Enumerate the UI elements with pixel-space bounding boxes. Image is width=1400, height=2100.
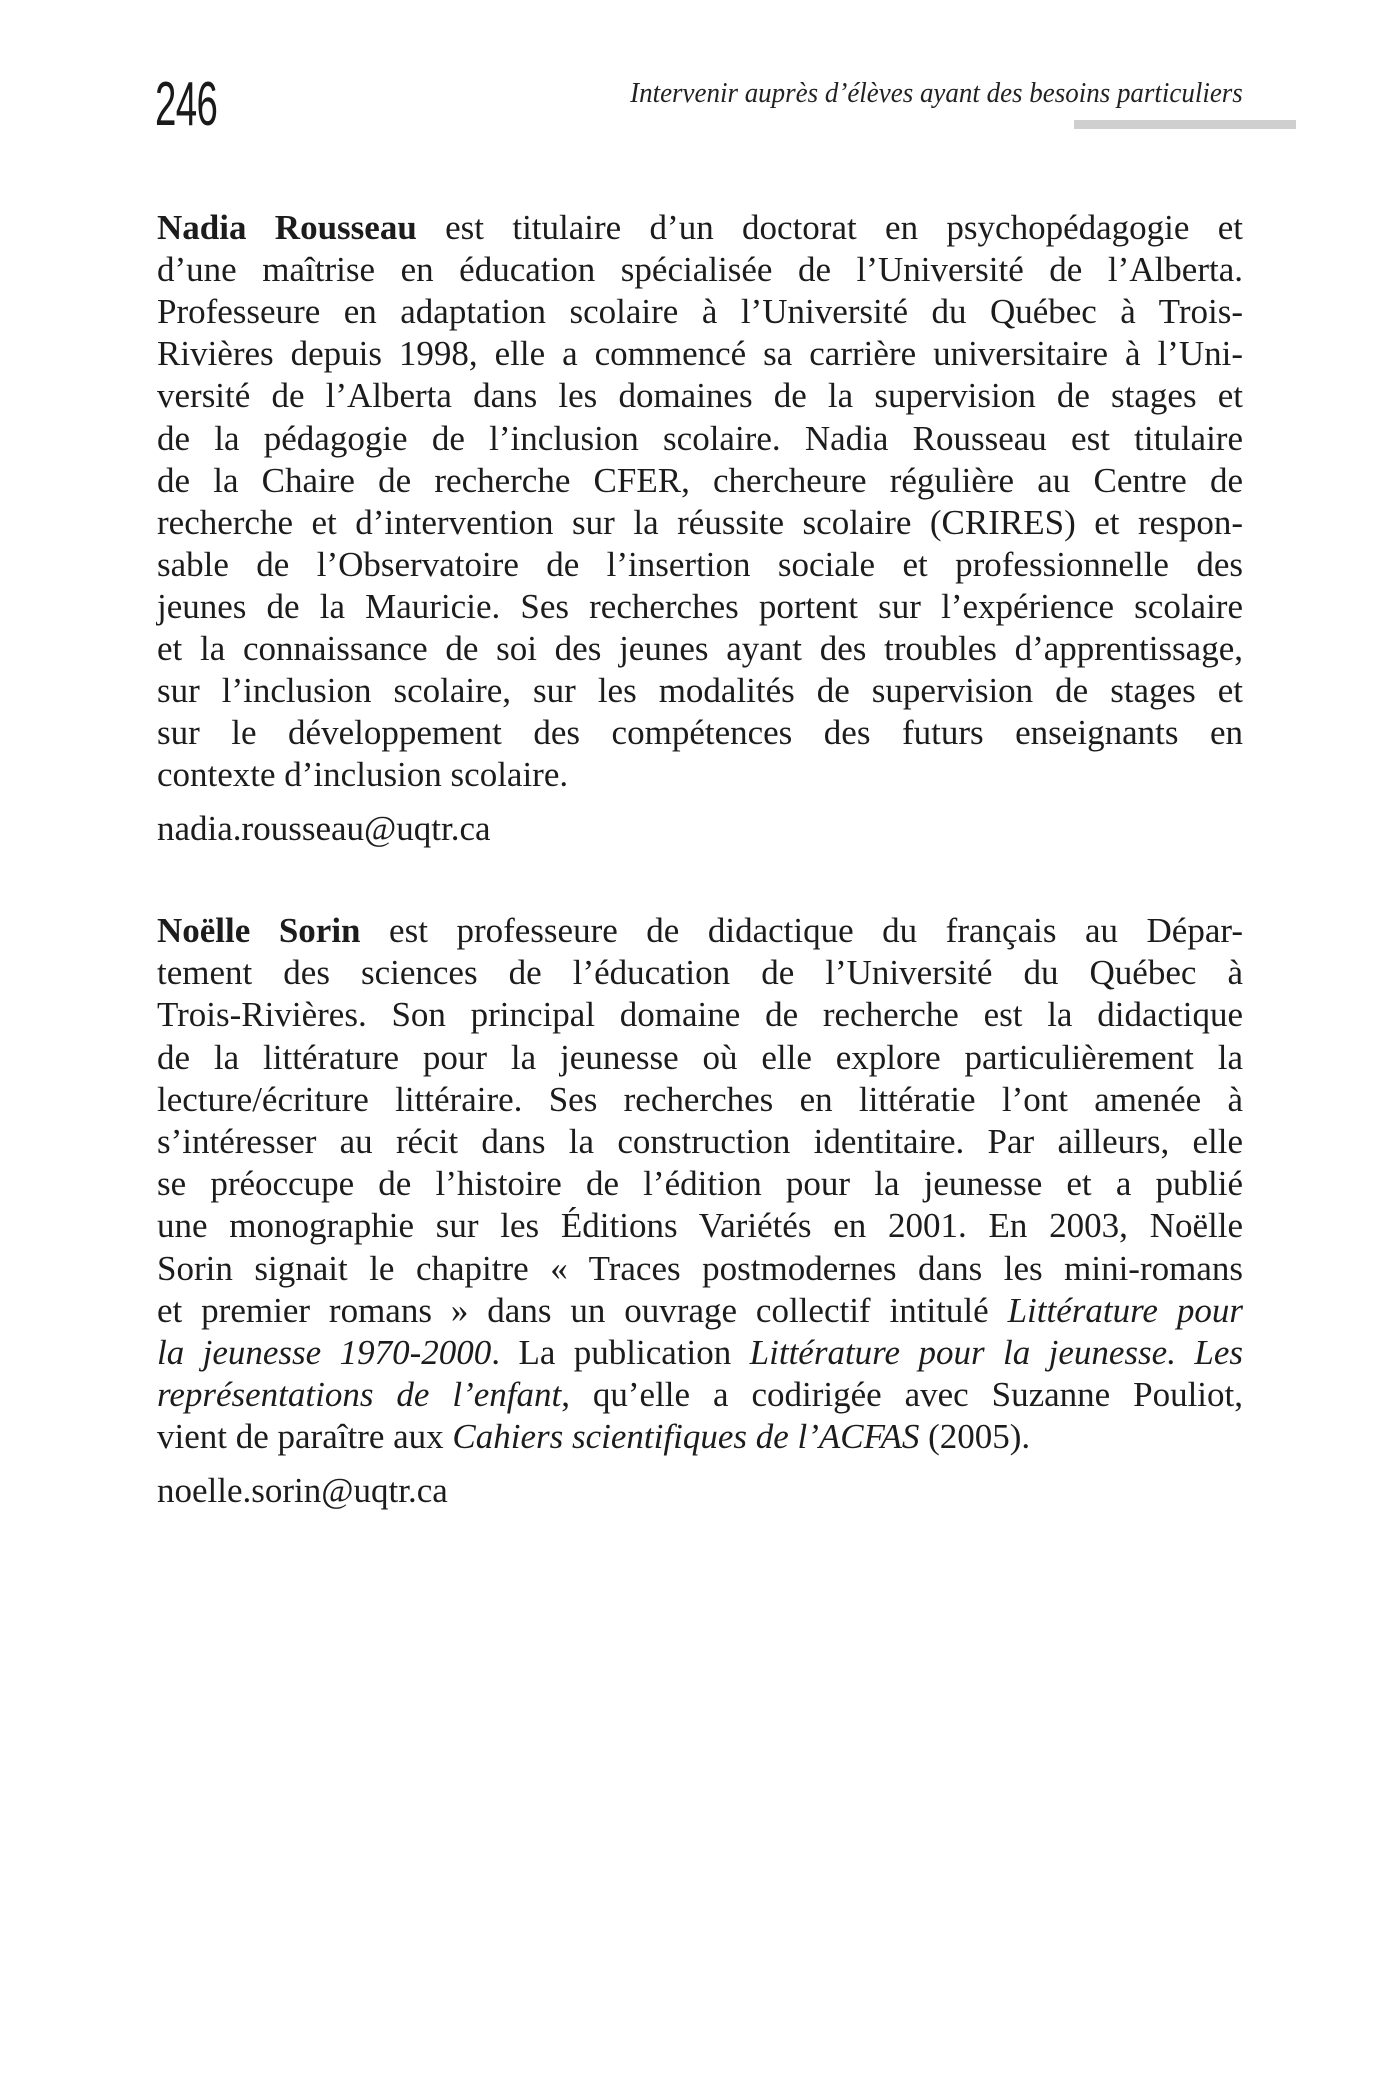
bio-line: représentations de l’enfant, qu’elle a codirigée avec Suzanne Pouliot, xyxy=(157,1375,1243,1414)
header-rule xyxy=(1074,120,1296,129)
bio-line: Sorin signait le chapitre « Traces postmodernes dans les mini-romans xyxy=(157,1249,1243,1288)
book-title: la jeunesse 1970-2000 xyxy=(157,1333,492,1372)
author-name: Noëlle Sorin xyxy=(157,911,361,950)
bio-line: sable de l’Observatoire de l’insertion sociale et professionnelle des xyxy=(157,545,1243,584)
bio-line: de la littérature pour la jeunesse où elle explore particulièrement la xyxy=(157,1038,1243,1077)
bio-line: tement des sciences de l’éducation de l’Université du Québec à xyxy=(157,953,1243,992)
bio-line: recherche et d’intervention sur la réussite scolaire (CRIRES) et respon- xyxy=(157,503,1243,542)
bio-line: de la pédagogie de l’inclusion scolaire. Nadia Rousseau est titulaire xyxy=(157,419,1243,458)
bio-line: contexte d’inclusion scolaire. xyxy=(157,755,569,794)
bio-line: de la Chaire de recherche CFER, chercheure régulière au Centre de xyxy=(157,461,1243,500)
page-number: 246 xyxy=(155,70,218,139)
bio-line: Trois-Rivières. Son principal domaine de recherche est la didactique xyxy=(157,995,1243,1034)
bio-line: et la connaissance de soi des jeunes ayant des troubles d’apprentissage, xyxy=(157,629,1243,668)
bio-line: Professeure en adaptation scolaire à l’Université du Québec à Trois- xyxy=(157,292,1243,331)
bio-line: jeunes de la Mauricie. Ses recherches portent sur l’expérience scolaire xyxy=(157,587,1243,626)
bio-line: vient de paraître aux Cahiers scientifiques de l’ACFAS (2005). xyxy=(157,1417,1031,1456)
bio-line: s’intéresser au récit dans la construction identitaire. Par ailleurs, elle xyxy=(157,1122,1243,1161)
book-title: représentations de l’enfant xyxy=(157,1375,562,1414)
author-email[interactable]: nadia.rousseau@uqtr.ca xyxy=(157,809,491,848)
bio-line: une monographie sur les Éditions Variétés en 2001. En 2003, Noëlle xyxy=(157,1206,1243,1245)
running-title: Intervenir auprès d’élèves ayant des besoins particuliers xyxy=(630,77,1243,109)
bio-line: versité de l’Alberta dans les domaines de la supervision de stages et xyxy=(157,376,1243,415)
bio-line: se préoccupe de l’histoire de l’édition pour la jeunesse et a publié xyxy=(157,1164,1243,1203)
bio-line: sur le développement des compétences des futurs enseignants en xyxy=(157,713,1243,752)
bio-line: la jeunesse 1970-2000. La publication Littérature pour la jeunesse. Les xyxy=(157,1333,1243,1372)
book-title: Littérature pour xyxy=(1007,1291,1244,1330)
bio-line: et premier romans » dans un ouvrage collectif intitulé Littérature pour xyxy=(157,1291,1244,1330)
journal-title: Cahiers scientifiques de l’ACFAS xyxy=(452,1417,920,1456)
book-title: Littérature pour la jeunesse. Les xyxy=(749,1333,1243,1372)
author-name: Nadia Rousseau xyxy=(157,208,417,247)
bio-line: lecture/écriture littéraire. Ses recherches en littératie l’ont amenée à xyxy=(157,1080,1243,1119)
author-email[interactable]: noelle.sorin@uqtr.ca xyxy=(157,1471,448,1510)
bio-line: sur l’inclusion scolaire, sur les modalités de supervision de stages et xyxy=(157,671,1243,710)
bio-line: Rivières depuis 1998, elle a commencé sa carrière universitaire à l’Uni- xyxy=(157,334,1243,373)
bio-line: Nadia Rousseau est titulaire d’un doctorat en psychopédagogie et xyxy=(157,208,1243,247)
bio-line: d’une maîtrise en éducation spécialisée de l’Université de l’Alberta. xyxy=(157,250,1243,289)
bio-line: Noëlle Sorin est professeure de didactique du français au Dépar- xyxy=(157,911,1243,950)
